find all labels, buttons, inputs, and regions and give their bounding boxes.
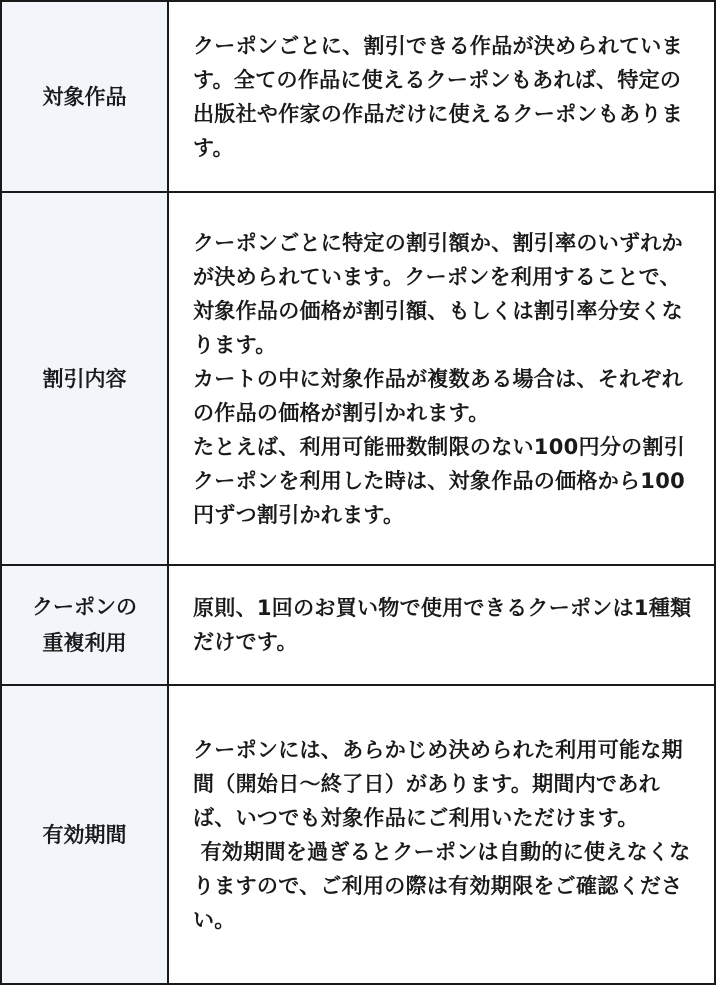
row-heading <box>1 565 168 685</box>
row-heading-text: 割引内容 <box>42 366 127 391</box>
row-heading-line: クーポンの <box>32 595 137 619</box>
table-row-target-works <box>1 1 715 192</box>
description-paragraph: たとえば、利用可能冊数制限のない100円分の割引クーポンを利用した時は、対象作品の価格から100円ずつ割引かれます。 <box>193 434 686 527</box>
description-paragraph: クーポンごとに特定の割引額か、割引率のいずれかが決められています。クーポンを利用することで、対象作品の価格が割引額、もしくは割引率分安くなります。 <box>193 230 683 357</box>
table-row-discount-content <box>1 192 715 565</box>
description-paragraph: 有効期間を過ぎるとクーポンは自動的に使えなくなりますので、ご利用の際は有効期限をご確認ください。 <box>193 839 691 932</box>
description-paragraph: カートの中に対象作品が複数ある場合は、それぞれの作品の価格が割引かれます。 <box>193 366 683 425</box>
row-heading <box>1 1 168 192</box>
row-heading <box>1 192 168 565</box>
description-paragraph: クーポンには、あらかじめ決められた利用可能な期間（開始日～終了日）があります。期間内であれば、いつでも対象作品にご利用いただけます。 <box>193 737 683 830</box>
row-description <box>168 192 715 565</box>
row-heading-text: 有効期間 <box>42 822 127 847</box>
row-description <box>168 1 715 192</box>
table-row-validity-period <box>1 685 715 984</box>
row-heading-text: 対象作品 <box>42 84 127 109</box>
row-description <box>168 685 715 984</box>
table-row-duplicate-use <box>1 565 715 685</box>
description-paragraph: 原則、1回のお買い物で使用できるクーポンは1種類だけです。 <box>193 596 692 654</box>
row-heading <box>1 685 168 984</box>
description-paragraph: クーポンごとに、割引できる作品が決められています。全ての作品に使えるクーポンもあれば、特定の出版社や作家の作品だけに使えるクーポンもあります。 <box>193 33 683 160</box>
row-description <box>168 565 715 685</box>
row-heading-line: 重複利用 <box>42 631 127 655</box>
